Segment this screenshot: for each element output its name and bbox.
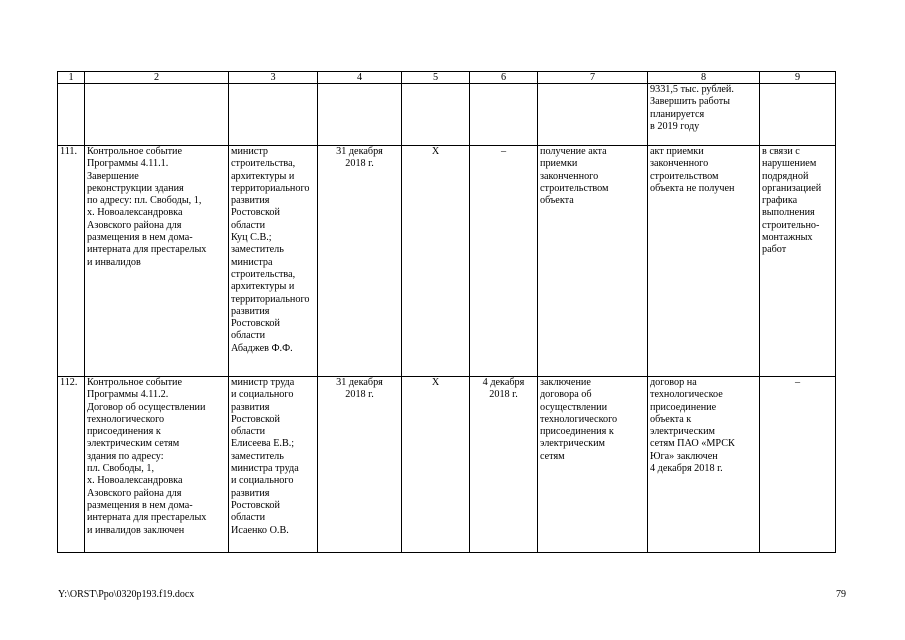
footer-file-path: Y:\ORST\Ppo\0320p193.f19.docx — [58, 589, 195, 600]
responsible-cell: министр труда и социального развития Ростовской области Елисеева Е.В.; заместитель министра труда и социального развития Ростовской области Исаенко О.В. — [229, 377, 318, 553]
cont-cell-1 — [58, 84, 85, 146]
col-header-8: 8 — [648, 72, 760, 84]
reason-cell: в связи с нарушением подрядной организацией графика выполнения строительно- монтажных работ — [760, 146, 836, 377]
actual-result-cell: акт приемки законченного строительством объекта не получен — [648, 146, 760, 377]
cont-cell-4 — [318, 84, 402, 146]
col-header-3: 3 — [229, 72, 318, 84]
continuation-row — [58, 84, 836, 146]
cont-cell-8: 9331,5 тыс. рублей. Завершить работы планируется в 2019 году — [648, 84, 760, 146]
event-cell: Контрольное событие Программы 4.11.2. Договор об осуществлении технологического присоединения к электрическим сетям здания по адресу: пл. Свободы, 1, х. Новоалександровка Азовского района для размещения в нем дома- интерната для престарелых и инвалидов заключен — [85, 377, 229, 553]
col-header-9: 9 — [760, 72, 836, 84]
page-number: 79 — [836, 589, 846, 600]
cont-cell-6 — [470, 84, 538, 146]
table-row — [58, 146, 836, 377]
responsible-cell: министр строительства, архитектуры и территориального развития Ростовской области Куц С.В.; заместитель министра строительства, архитектуры и территориального развития Ростовской области Абаджев Ф.Ф. — [229, 146, 318, 377]
col-header-1: 1 — [58, 72, 85, 84]
row-number: 112. — [58, 377, 85, 553]
col-header-2: 2 — [85, 72, 229, 84]
planned-date-cell: 31 декабря 2018 г. — [318, 146, 402, 377]
event-cell: Контрольное событие Программы 4.11.1. Завершение реконструкции здания по адресу: пл. Свободы, 1, х. Новоалександровка Азовского района для размещения в нем дома- интерната для престарелых и инвалидов — [85, 146, 229, 377]
cont-cell-9 — [760, 84, 836, 146]
table-row — [58, 377, 836, 553]
col-header-5: 5 — [402, 72, 470, 84]
row-number: 111. — [58, 146, 85, 377]
actual-result-cell: договор на технологическое присоединение объекта к электрическим сетям ПАО «МРСК Юга» заключен 4 декабря 2018 г. — [648, 377, 760, 553]
cont-cell-3 — [229, 84, 318, 146]
planned-result-cell: получение акта приемки законченного строительством объекта — [538, 146, 648, 377]
col5-cell: Х — [402, 377, 470, 553]
header-row — [58, 72, 836, 84]
actual-date-cell: – — [470, 146, 538, 377]
report-table — [57, 71, 836, 553]
actual-date-cell: 4 декабря 2018 г. — [470, 377, 538, 553]
cont-cell-7 — [538, 84, 648, 146]
cont-cell-2 — [85, 84, 229, 146]
planned-result-cell: заключение договора об осуществлении технологического присоединения к электрическим сетям — [538, 377, 648, 553]
col-header-7: 7 — [538, 72, 648, 84]
col5-cell: Х — [402, 146, 470, 377]
col-header-6: 6 — [470, 72, 538, 84]
col-header-4: 4 — [318, 72, 402, 84]
cont-cell-5 — [402, 84, 470, 146]
reason-cell: – — [760, 377, 836, 553]
planned-date-cell: 31 декабря 2018 г. — [318, 377, 402, 553]
